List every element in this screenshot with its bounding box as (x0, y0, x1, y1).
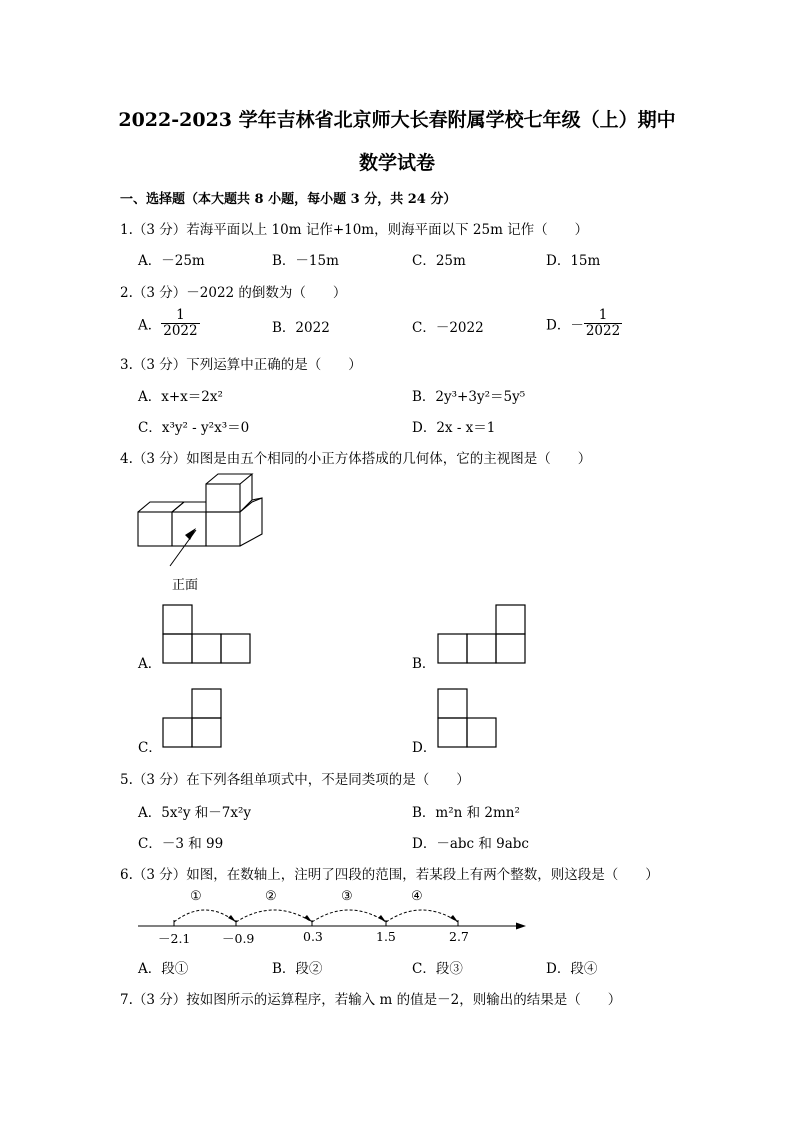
q2-option-d-label: D．－ (546, 317, 584, 334)
question-3-stem: 3.（3 分）下列运算中正确的是（ ） (120, 357, 362, 373)
q1-option-c: C．25m (412, 253, 466, 269)
tick-label: －0.9 (222, 931, 255, 946)
q2-option-a (138, 308, 200, 339)
q3-option-d: D．2x - x＝1 (412, 420, 496, 436)
q6-option-d: D．段④ (546, 961, 598, 977)
tick-label: 1.5 (376, 929, 396, 944)
question-4-stem: 4.（3 分）如图是由五个相同的小正方体搭成的几何体，它的主视图是（ ） (120, 451, 592, 467)
q4-option-d-figure (437, 688, 499, 750)
q4-option-c-figure (162, 688, 224, 750)
q2-option-b: B．2022 (272, 320, 330, 336)
section-heading: 一、选择题（本大题共 8 小题，每小题 3 分，共 24 分） (120, 192, 457, 207)
q6-option-a: A．段① (138, 961, 189, 977)
q6-option-b: B．段② (272, 961, 323, 977)
cube-solid-figure (130, 470, 270, 600)
question-1-stem: 1.（3 分）若海平面以上 10m 记作+10m，则海平面以下 25m 记作（ ） (120, 222, 589, 238)
q2-option-a-label: A． (138, 317, 162, 334)
q4-option-c-label: C． (138, 740, 162, 756)
q2-option-d-fraction (584, 308, 622, 339)
front-view-label: 正面 (172, 578, 199, 593)
question-5-stem: 5.（3 分）在下列各组单项式中，不是同类项的是（ ） (120, 772, 470, 788)
q6-option-c: C．段③ (412, 961, 463, 977)
q3-option-a: A．x+x＝2x² (138, 389, 223, 405)
fraction-numerator: 1 (161, 308, 199, 324)
question-7-stem: 7.（3 分）按如图所示的运算程序，若输入 m 的值是－2，则输出的结果是（ ） (120, 992, 622, 1008)
q2-option-c: C．－2022 (412, 320, 484, 336)
segment-3-label: ③ (341, 889, 353, 904)
question-2-stem: 2.（3 分）－2022 的倒数为（ ） (120, 285, 347, 301)
q3-option-c: C．x³y² - y²x³＝0 (138, 420, 250, 436)
q1-option-d: D．15m (546, 253, 601, 269)
q4-option-b-figure (437, 604, 529, 666)
q1-option-b: B．－15m (272, 253, 339, 269)
q4-option-d-label: D． (412, 740, 437, 756)
q4-option-a-figure (162, 604, 254, 666)
q4-option-a-label: A． (138, 656, 162, 672)
exam-title-line2: 数学试卷 (358, 152, 435, 174)
fraction-denominator: 2022 (163, 323, 198, 339)
question-6-stem: 6.（3 分）如图，在数轴上，注明了四段的范围，若某段上有两个整数，则这段是（ ） (120, 867, 659, 883)
q5-option-c: C．－3 和 99 (138, 836, 224, 852)
segment-4-label: ④ (411, 889, 423, 904)
q4-option-b-label: B． (412, 656, 436, 672)
exam-title-line1: 2022-2023 学年吉林省北京师大长春附属学校七年级（上）期中 (118, 109, 676, 131)
q5-option-d: D．－abc 和 9abc (412, 836, 529, 852)
q2-option-d (546, 308, 622, 339)
fraction-numerator: 1 (584, 308, 622, 324)
q2-option-a-fraction (161, 308, 199, 339)
q3-option-b: B．2y³+3y²＝5y⁵ (412, 389, 526, 405)
q5-option-b: B．m²n 和 2mn² (412, 805, 520, 821)
q5-option-a: A．5x²y 和－7x²y (138, 805, 252, 821)
q1-option-a: A．－25m (138, 253, 205, 269)
fraction-denominator: 2022 (585, 323, 621, 339)
tick-label: 0.3 (303, 929, 323, 944)
segment-1-label: ① (190, 889, 202, 904)
segment-2-label: ② (265, 889, 277, 904)
tick-label: －2.1 (158, 931, 191, 946)
tick-label: 2.7 (449, 929, 469, 944)
